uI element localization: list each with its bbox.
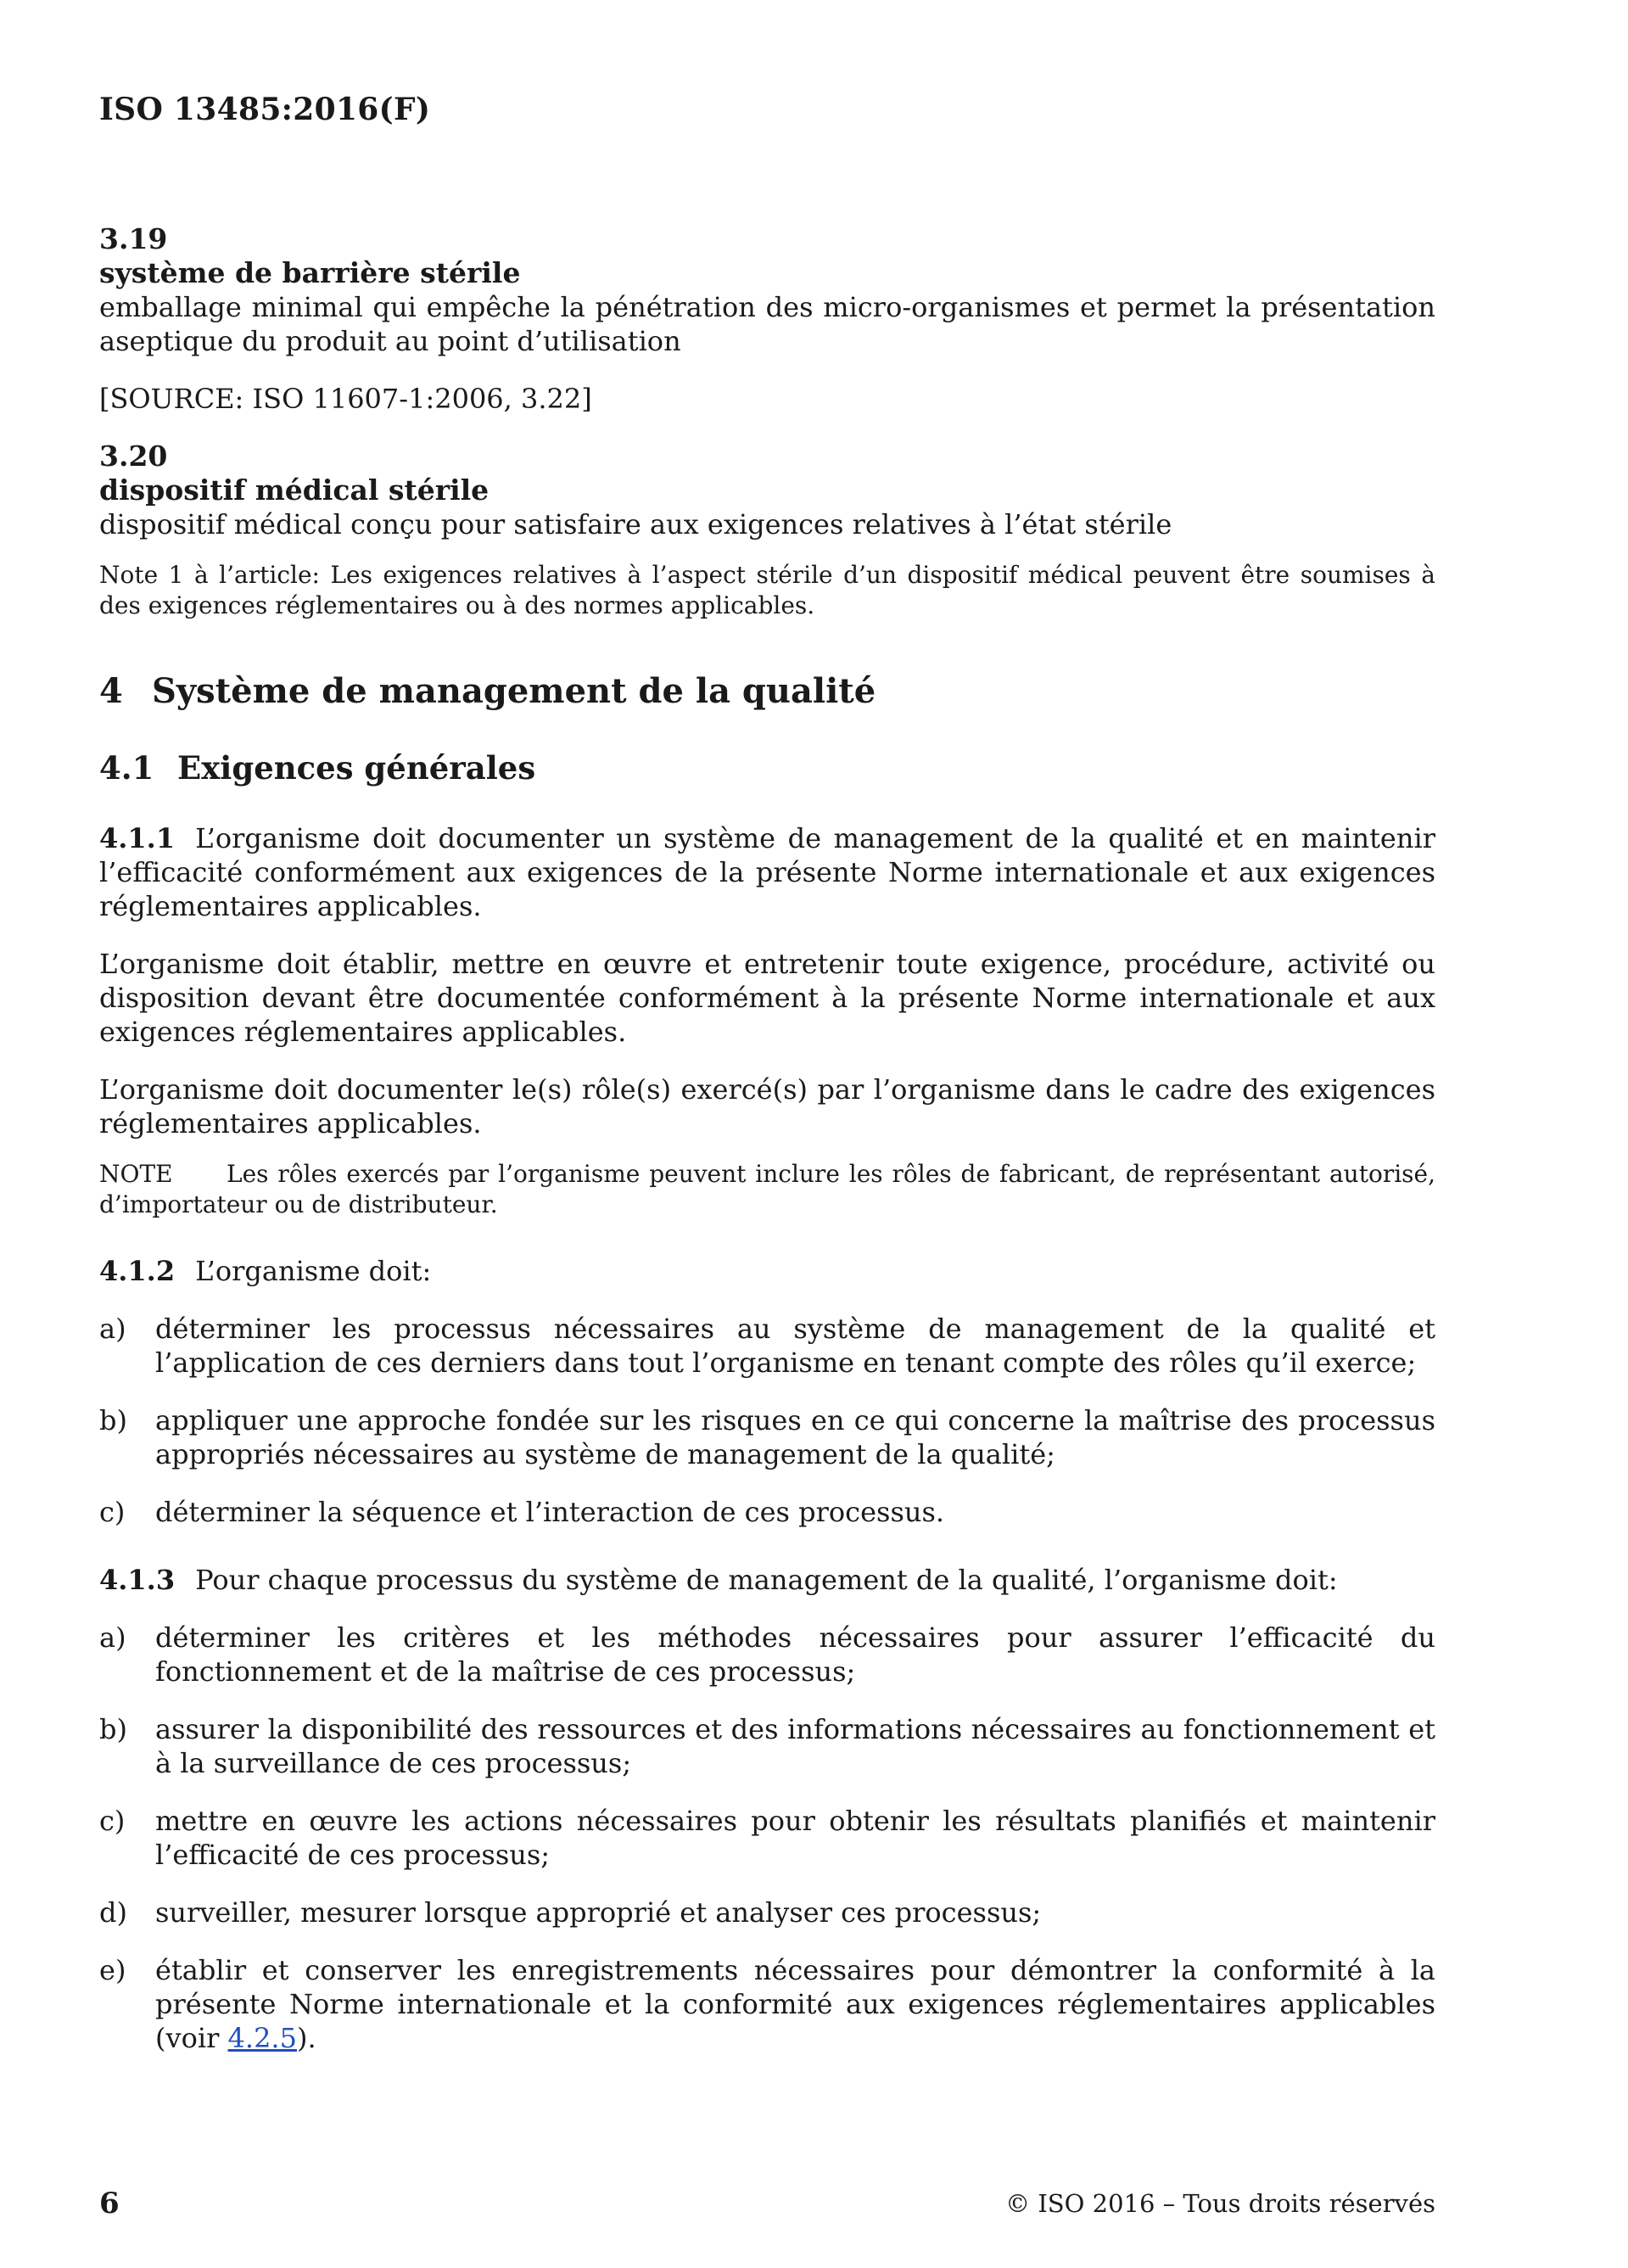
clause-text: L’organisme doit documenter un système de management de la qualité et en maintenir l’efficacité conformément aux exigences de la présente Norme internationale et aux exigences réglementaires applicables. (99, 822, 1435, 922)
term-entry-3-20 (99, 440, 1435, 621)
term-definition: emballage minimal qui empêche la pénétration des micro-organismes et permet la présentation aseptique du produit au point d’utilisation (99, 291, 1435, 357)
term-source: [SOURCE: ISO 11607-1:2006, 3.22] (99, 383, 592, 415)
list-item (99, 1312, 1435, 1380)
clause-4-1-1 (99, 821, 1435, 923)
list-item-text: déterminer les processus nécessaires au système de management de la qualité et l’application de ces derniers dans tout l’organisme en tenant compte des rôles qu’il exerce; (155, 1313, 1435, 1379)
term-number: 3.19 (99, 222, 168, 255)
clause-text: Pour chaque processus du système de management de la qualité, l’organisme doit: (195, 1564, 1338, 1596)
section-number: 4 (99, 671, 123, 711)
clause-4-1-3-list (99, 1621, 1435, 2055)
list-item-text: établir et conserver les enregistrements nécessaires pour démontrer la conformité à la présente Norme internationale et la conformité aux exigences réglementaires applicables (voir (155, 1954, 1435, 2054)
document-identifier: ISO 13485:2016(F) (99, 92, 431, 127)
list-item (99, 1804, 1435, 1872)
note-text: Les rôles exercés par l’organisme peuvent inclure les rôles de fabricant, de représentant autorisé, d’importateur ou de distributeur. (99, 1160, 1435, 1218)
list-item (99, 1403, 1435, 1471)
term-definition: dispositif médical conçu pour satisfaire aux exigences relatives à l’état stérile (99, 508, 1172, 540)
list-marker: b) (99, 1713, 127, 1745)
list-item-text: déterminer la séquence et l’interaction de ces processus. (155, 1496, 945, 1528)
list-marker: e) (99, 1954, 126, 1986)
note-label: NOTE (99, 1160, 173, 1188)
list-item-text: déterminer les critères et les méthodes nécessaires pour assurer l’efficacité du fonctionnement et de la maîtrise de ces processus; (155, 1621, 1435, 1688)
list-item-text: appliquer une approche fondée sur les risques en ce qui concerne la maîtrise des processus appropriés nécessaires au système de management de la qualité; (155, 1404, 1435, 1470)
term-name: dispositif médical stérile (99, 473, 490, 507)
list-marker: b) (99, 1404, 127, 1436)
term-note: Note 1 à l’article: Les exigences relatives à l’aspect stérile d’un dispositif médical peuvent être soumises à des exigences réglementaires ou à des normes applicables. (99, 561, 1435, 619)
clause-4-1-2-list (99, 1312, 1435, 1529)
term-name: système de barrière stérile (99, 256, 521, 289)
term-number: 3.20 (99, 440, 168, 473)
list-item (99, 1953, 1435, 2055)
cross-reference-link[interactable]: 4.2.5 (227, 2022, 297, 2054)
term-entry-3-19 (99, 222, 1435, 416)
list-item-tail: ). (296, 2022, 316, 2054)
copyright-notice: © ISO 2016 – Tous droits réservés (1005, 2189, 1435, 2218)
list-item-text: assurer la disponibilité des ressources et des informations nécessaires au fonctionnement et à la surveillance de ces processus; (155, 1713, 1435, 1779)
clause-paragraph: L’organisme doit documenter le(s) rôle(s) exercé(s) par l’organisme dans le cadre des exigences réglementaires applicables. (99, 1073, 1435, 1140)
list-item-text: mettre en œuvre les actions nécessaires pour obtenir les résultats planifiés et maintenir l’efficacité de ces processus; (155, 1805, 1435, 1871)
clause-4-1-3 (99, 1563, 1435, 1597)
clause-text: L’organisme doit: (195, 1255, 432, 1287)
subsection-heading-4-1 (99, 748, 1435, 787)
section-title: Système de management de la qualité (152, 671, 876, 711)
list-marker: c) (99, 1496, 126, 1528)
list-marker: d) (99, 1896, 127, 1929)
clause-number: 4.1.3 (99, 1564, 176, 1596)
section-heading-4 (99, 670, 1435, 713)
page-content (99, 222, 1435, 2055)
list-marker: c) (99, 1805, 126, 1837)
clause-number: 4.1.1 (99, 822, 176, 854)
list-item-text: surveiller, mesurer lorsque approprié et analyser ces processus; (155, 1896, 1042, 1929)
page-number: 6 (99, 2187, 120, 2220)
list-marker: a) (99, 1313, 126, 1345)
clause-paragraph: L’organisme doit établir, mettre en œuvre et entretenir toute exigence, procédure, activité ou disposition devant être documentée conformément à la présente Norme internationale et aux exigences réglementaires applicables. (99, 948, 1435, 1048)
document-page (99, 0, 1435, 2268)
list-item (99, 1896, 1435, 1929)
clause-4-1-2 (99, 1254, 1435, 1288)
list-item (99, 1495, 1435, 1529)
clause-note (99, 1159, 1435, 1220)
list-item (99, 1712, 1435, 1780)
subsection-number: 4.1 (99, 749, 154, 787)
subsection-title: Exigences générales (177, 749, 536, 787)
list-marker: a) (99, 1621, 126, 1654)
clause-number: 4.1.2 (99, 1255, 176, 1287)
list-item (99, 1621, 1435, 1688)
